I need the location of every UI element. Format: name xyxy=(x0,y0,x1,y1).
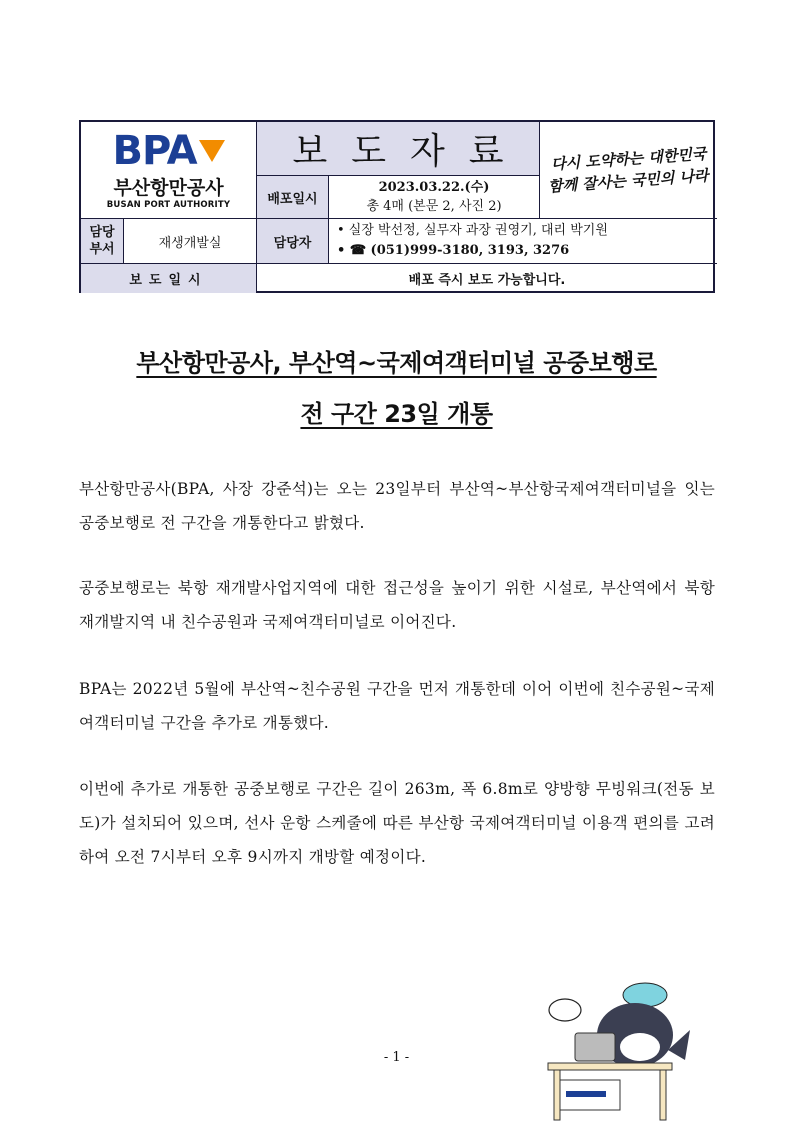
document-title: 보도자료 xyxy=(257,122,540,176)
bpa-logo xyxy=(81,122,257,219)
logo-korean-name: 부산항만공사 xyxy=(113,176,224,199)
manager-label: 담당자 xyxy=(257,219,329,264)
release-date-cell xyxy=(329,176,540,219)
bpa-letters: BPA xyxy=(112,127,197,174)
report-time-label: 보도일시 xyxy=(81,264,257,293)
body-paragraph-1: 부산항만공사(BPA, 사장 강준석)는 오는 23일부터 부산역~부산항국제여객터미널을 잇는 공중보행로 전 구간을 개통한다고 밝혔다. xyxy=(79,480,715,532)
slogan-line-2: 함께 잘사는 국민의 나라 xyxy=(547,166,710,196)
page-number: - 1 - xyxy=(383,1050,410,1065)
report-time-value: 배포 즉시 보도 가능합니다. xyxy=(408,273,566,288)
release-date-label: 배포일시 xyxy=(257,176,329,219)
logo-english-name: BUSAN PORT AUTHORITY xyxy=(106,199,231,210)
slogan-line-1: 다시 도약하는 대한민국 xyxy=(550,144,707,174)
whale-mascot-illustration xyxy=(540,975,710,1123)
headline-line-1: 부산항만공사, 부산역~국제여객터미널 공중보행로 xyxy=(136,349,657,377)
dept-label-line-1: 담당 xyxy=(89,225,115,240)
press-release-header-table xyxy=(79,120,715,293)
manager-names: • 실장 박선정, 실무자 과장 권영기, 대리 박기원 xyxy=(337,223,608,238)
bpa-wordmark xyxy=(112,127,224,174)
dept-label xyxy=(81,219,124,264)
body-paragraph-3: BPA는 2022년 5월에 부산역~친수공원 구간을 먼저 개통한데 이어 이번에 친수공원~국제여객터미널 구간을 추가로 개통했다. xyxy=(79,680,715,732)
release-date: 2023.03.22.(수) xyxy=(378,180,490,195)
manager-cell xyxy=(329,219,717,264)
government-slogan xyxy=(540,122,717,219)
orange-triangle-icon xyxy=(199,140,225,162)
dept-label-line-2: 부서 xyxy=(89,242,115,257)
body-paragraph-4: 이번에 추가로 개통한 공중보행로 구간은 길이 263m, 폭 6.8m로 양방향 무빙워크(전동 보도)가 설치되어 있으며, 선사 운항 스케줄에 따른 부산항 국제여객터미널 이용객 편의를 고려하여 오전 7시부터 오후 9시까지 개방할 예정이다. xyxy=(79,780,715,866)
body-paragraph-2: 공중보행로는 북항 재개발사업지역에 대한 접근성을 높이기 위한 시설로, 부산역에서 북항 재개발지역 내 친수공원과 국제여객터미널로 이어진다. xyxy=(79,579,715,631)
page-count: 총 4매 (본문 2, 사진 2) xyxy=(366,199,502,214)
headline-line-2: 전 구간 23일 개통 xyxy=(300,400,493,428)
contact-phone: • ☎ (051)999-3180, 3193, 3276 xyxy=(337,243,570,258)
dept-value: 재생개발실 xyxy=(124,219,257,264)
